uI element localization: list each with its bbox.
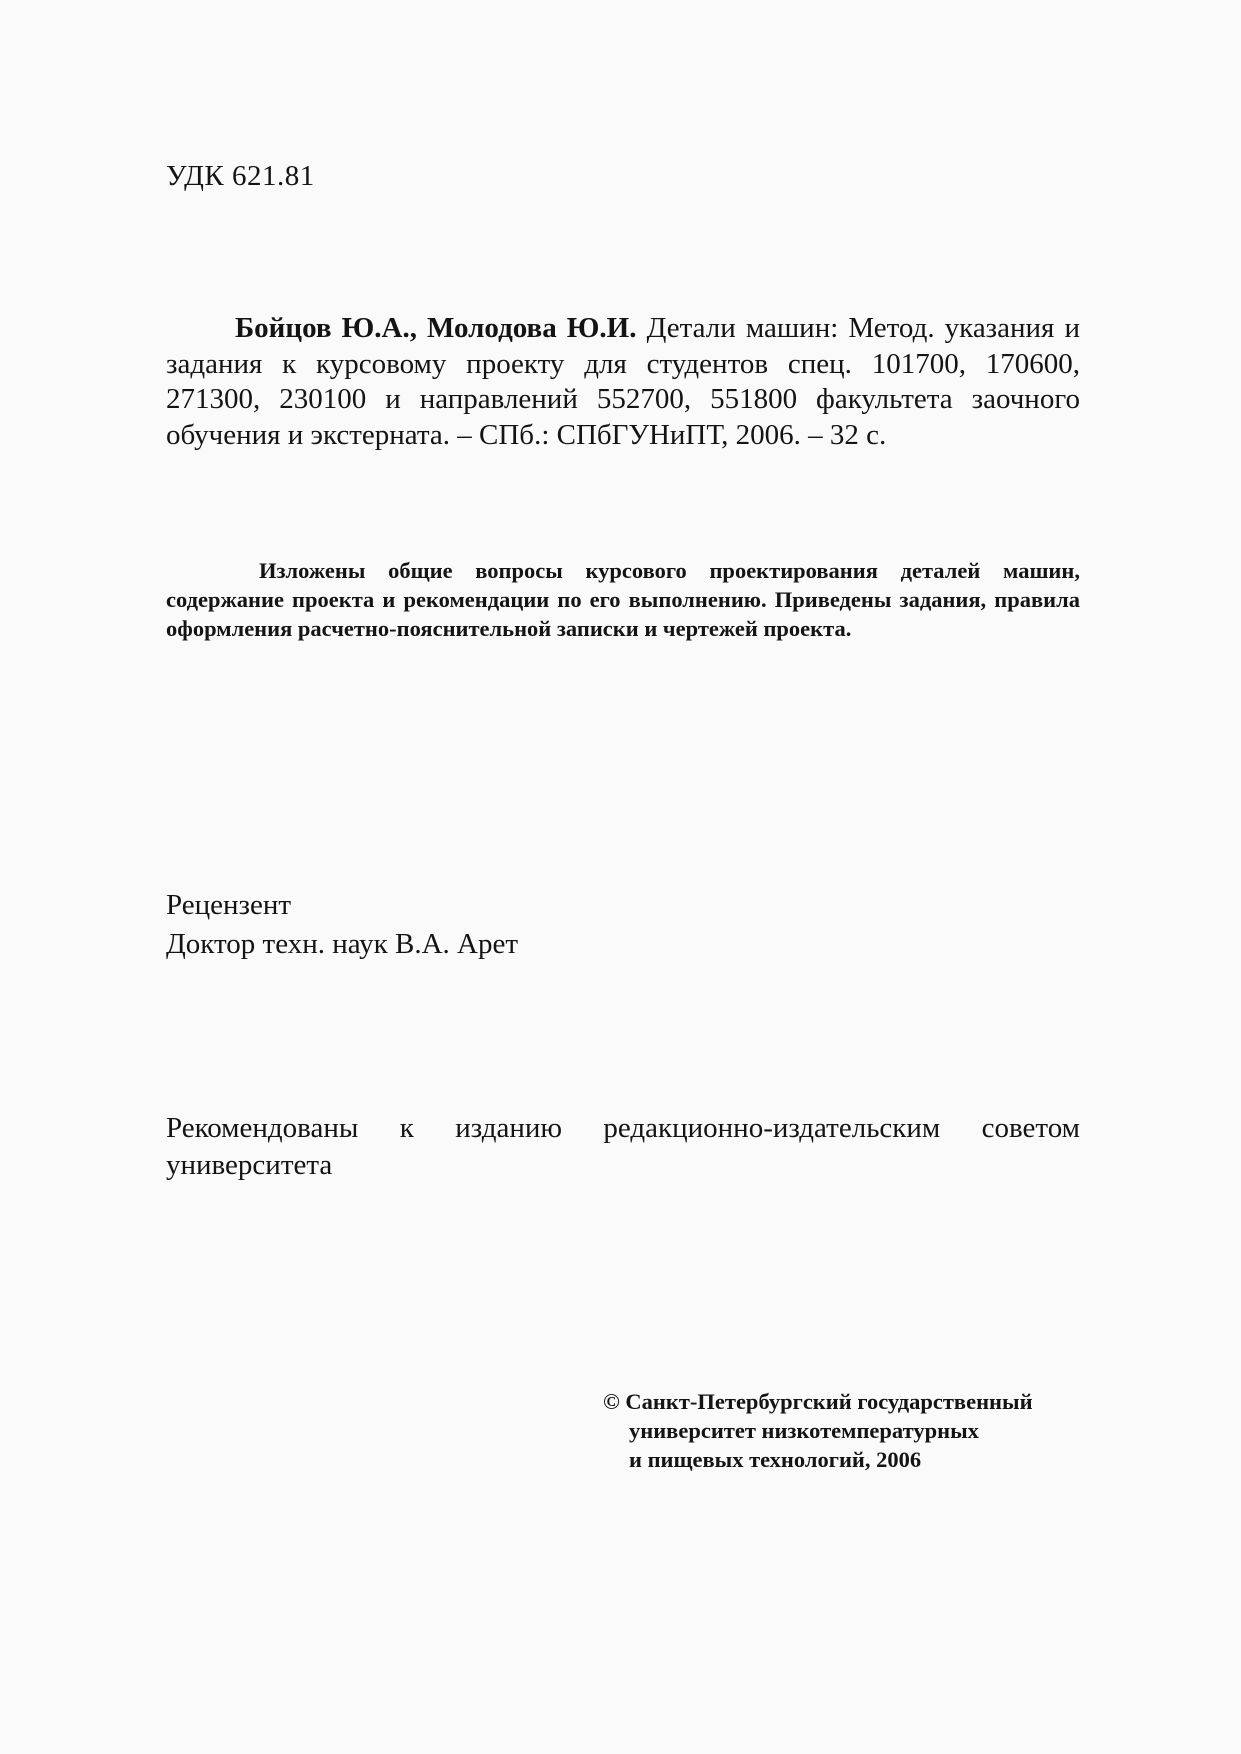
udk-code: УДК 621.81 [166, 160, 315, 192]
authors: Бойцов Ю.А., Молодова Ю.И. [235, 312, 637, 344]
reviewer-label: Рецензент [166, 889, 292, 921]
copyright-line-2: университет низкотемпературных [629, 1418, 979, 1443]
copyright-line-3: и пищевых технологий, 2006 [629, 1447, 922, 1472]
reviewer-name: Доктор техн. наук В.А. Арет [166, 928, 518, 960]
copyright-block [603, 1387, 1033, 1474]
bibliographic-description: Детали машин: Метод. указания и задания к курсовому проекту для студентов спец. 101700, 170600, 271300, 230100 и направлений 552700, 551800 факультета заочного обучения и экстерната. – СПб.: СПбГУНиПТ, 2006. – 32 с. [166, 312, 1080, 451]
abstract: Изложены общие вопросы курсового проектирования деталей машин, содержание проекта и рекомендации по его выполнению. Приведены задания, правила оформления расчетно-пояснительной записки и чертежей проекта. [166, 558, 1080, 641]
recommendation-note: Рекомендованы к изданию редакционно-издательским советом университета [166, 1112, 1080, 1181]
copyright-line-1: © Санкт-Петербургский государственный [603, 1389, 1033, 1414]
reviewer-block [166, 886, 518, 964]
bibliographic-record [166, 311, 1080, 453]
